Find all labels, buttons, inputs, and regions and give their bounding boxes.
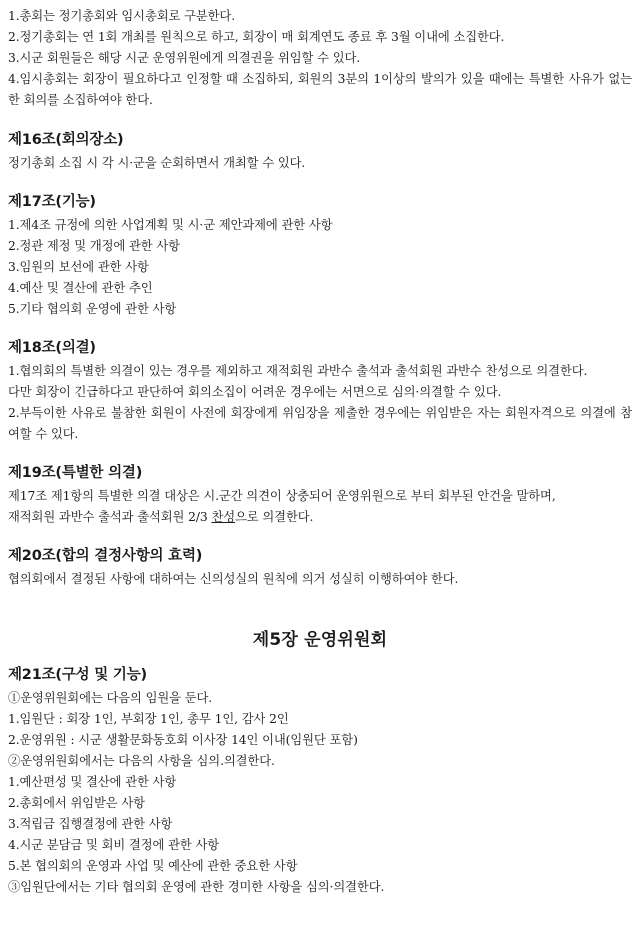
section-19-underlined-text: 찬성 bbox=[211, 510, 236, 524]
list-item: 1.임원단 : 회장 1인, 부회장 1인, 총무 1인, 감사 2인 bbox=[8, 712, 289, 726]
section-20-text: 협의회에서 결정된 사항에 대하여는 신의성실의 원칙에 의거 성실히 이행하여야 한다. bbox=[8, 572, 459, 586]
list-item: 3.적립금 집행결정에 관한 사항 bbox=[8, 817, 173, 831]
list-item: 1.총회는 정기총회와 임시총회로 구분한다. bbox=[8, 9, 236, 23]
section-20-heading: 제20조(합의 결정사항의 효력) bbox=[8, 548, 203, 564]
chapter-5-title: 제5장 운영위원회 bbox=[252, 630, 388, 650]
list-item: 3.임원의 보선에 관한 사항 bbox=[8, 260, 149, 274]
section-19-paragraph-1: 제17조 제1항의 특별한 의결 대상은 시.군간 의견이 상충되어 운영위원으로 부터 회부된 안건을 말하며, bbox=[8, 489, 556, 503]
section-19-paragraph-2 bbox=[8, 507, 632, 528]
section-18-paragraph-2: 다만 회장이 긴급하다고 판단하여 회의소집이 어려운 경우에는 서면으로 심의·의결할 수 있다. bbox=[8, 385, 502, 399]
list-item: 5.본 협의회의 운영과 사업 및 예산에 관한 중요한 사항 bbox=[8, 859, 298, 873]
list-item: 1.제4조 규정에 의한 사업계획 및 시·군 제안과제에 관한 사항 bbox=[8, 218, 333, 232]
list-item: ②운영위원회에서는 다음의 사항을 심의.의결한다. bbox=[8, 754, 275, 768]
list-item: 2.정기총회는 연 1회 개최를 원칙으로 하고, 회장이 매 회계연도 종료 후 3월 이내에 소집한다. bbox=[8, 30, 505, 44]
section-18-paragraph-3: 2.부득이한 사유로 불참한 회원이 사전에 회장에게 위임장을 제출한 경우에는 위임받은 자는 회원자격으로 의결에 참여할 수 있다. bbox=[8, 406, 632, 441]
section-18-paragraph-1: 1.협의회의 특별한 의결이 있는 경우를 제외하고 재적회원 과반수 출석과 출석회원 과반수 찬성으로 의결한다. bbox=[8, 364, 588, 378]
section-15-items bbox=[8, 6, 632, 111]
section-21-items bbox=[8, 688, 632, 898]
list-item: 5.기타 협의회 운영에 관한 사항 bbox=[8, 302, 177, 316]
list-item: 2.운영위원 : 시군 생활문화동호회 이사장 14인 이내(임원단 포함) bbox=[8, 733, 358, 747]
section-16-heading: 제16조(회의장소) bbox=[8, 132, 124, 148]
list-item: 2.총회에서 위임받은 사항 bbox=[8, 796, 145, 810]
list-item: 1.예산편성 및 결산에 관한 사항 bbox=[8, 775, 177, 789]
section-19-text-before: 재적회원 과반수 출석과 출석회원 2/3 bbox=[8, 510, 212, 524]
list-item: 2.정관 제정 및 개정에 관한 사항 bbox=[8, 239, 180, 253]
section-19-heading: 제19조(특별한 의결) bbox=[8, 465, 143, 481]
section-16-text: 정기총회 소집 시 각 시·군을 순회하면서 개최할 수 있다. bbox=[8, 156, 306, 170]
section-18-heading: 제18조(의결) bbox=[8, 340, 96, 356]
list-item: 4.시군 분담금 및 회비 결정에 관한 사항 bbox=[8, 838, 220, 852]
section-17-items bbox=[8, 215, 632, 320]
list-item: 4.예산 및 결산에 관한 추인 bbox=[8, 281, 153, 295]
section-19-text-after: 으로 의결한다. bbox=[235, 510, 314, 524]
list-item: 4.임시총회는 회장이 필요하다고 인정할 때 소집하되, 회원의 3분의 1이상의 발의가 있을 때에는 특별한 사유가 없는 한 회의를 소집하여야 한다. bbox=[8, 72, 632, 107]
section-17-heading: 제17조(기능) bbox=[8, 194, 96, 210]
list-item: ①운영위원회에는 다음의 임원을 둔다. bbox=[8, 691, 213, 705]
list-item: 3.시군 회원들은 해당 시군 운영위원에게 의결권을 위임할 수 있다. bbox=[8, 51, 361, 65]
section-21-heading: 제21조(구성 및 기능) bbox=[8, 667, 147, 683]
list-item: ③임원단에서는 기타 협의회 운영에 관한 경미한 사항을 심의·의결한다. bbox=[8, 880, 385, 894]
